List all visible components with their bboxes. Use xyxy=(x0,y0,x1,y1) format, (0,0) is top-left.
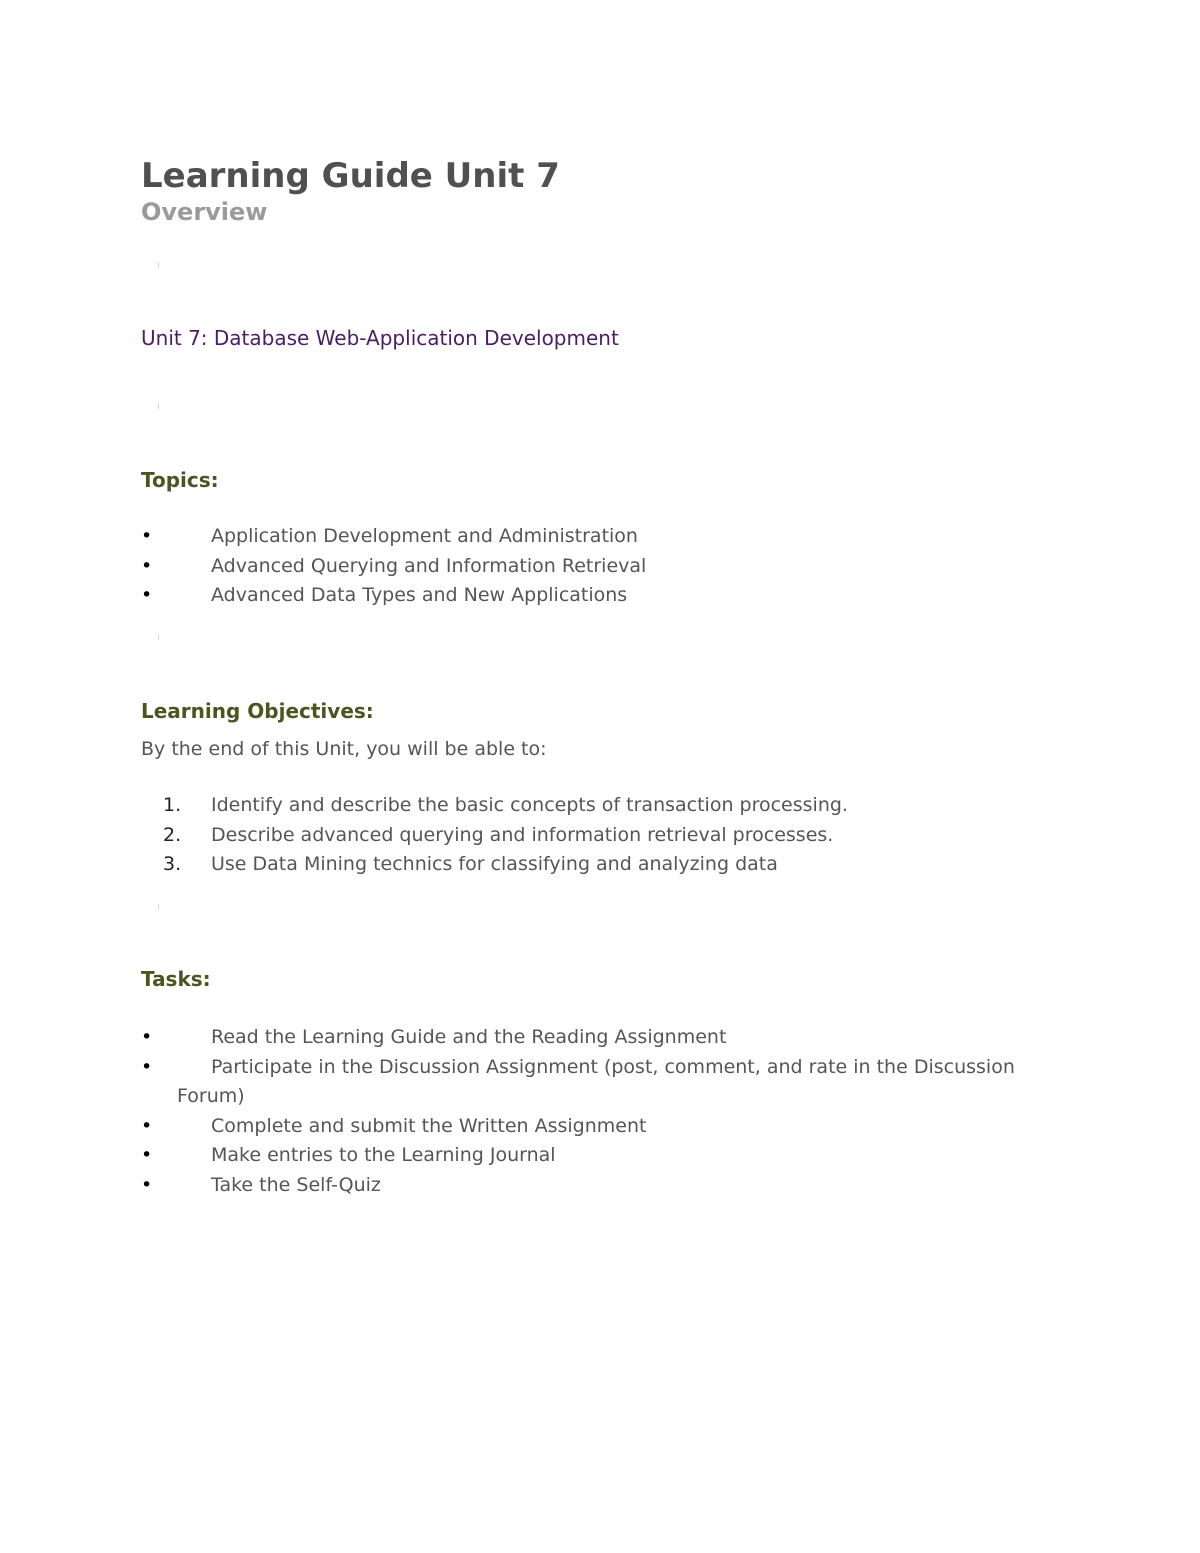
list-number: 1. xyxy=(163,794,182,816)
topic-text: Advanced Data Types and New Applications xyxy=(211,584,628,606)
bullet-icon: • xyxy=(141,1173,153,1196)
task-text: Read the Learning Guide and the Reading Assignment xyxy=(211,1026,727,1048)
task-text: Participate in the Discussion Assignment (post, comment, and rate in the Discussion Forum) xyxy=(177,1055,1015,1107)
list-item xyxy=(141,1141,1061,1171)
tasks-list xyxy=(141,1023,1061,1200)
bullet-icon: • xyxy=(141,1114,153,1137)
list-number: 3. xyxy=(163,853,182,875)
topics-heading: Topics: xyxy=(141,468,219,492)
task-text: Take the Self-Quiz xyxy=(211,1173,381,1196)
list-item xyxy=(141,791,1061,821)
task-text: Make entries to the Learning Journal xyxy=(211,1144,556,1166)
bullet-icon: • xyxy=(141,525,153,547)
bullet-icon: • xyxy=(141,1026,153,1048)
objectives-heading: Learning Objectives: xyxy=(141,699,374,723)
list-item xyxy=(141,1112,1061,1142)
objectives-list xyxy=(141,791,1061,880)
list-item xyxy=(141,552,1061,582)
list-item xyxy=(141,821,1061,851)
list-item xyxy=(141,850,1061,880)
tasks-heading: Tasks: xyxy=(141,967,211,991)
paragraph-marker xyxy=(158,904,159,910)
list-item xyxy=(141,522,1061,552)
objective-text: Use Data Mining technics for classifying and analyzing data xyxy=(211,853,778,875)
paragraph-marker xyxy=(158,262,159,268)
objectives-intro: By the end of this Unit, you will be able to: xyxy=(141,738,547,760)
task-text: Complete and submit the Written Assignment xyxy=(211,1114,647,1137)
page-subtitle: Overview xyxy=(141,198,268,226)
bullet-icon: • xyxy=(141,584,153,606)
list-item xyxy=(141,581,1061,611)
bullet-icon: • xyxy=(141,1144,153,1166)
list-number: 2. xyxy=(163,823,182,846)
objective-text: Describe advanced querying and information retrieval processes. xyxy=(211,823,834,846)
bullet-icon: • xyxy=(141,1055,153,1078)
bullet-icon: • xyxy=(141,554,153,577)
page-title: Learning Guide Unit 7 xyxy=(141,156,560,196)
topic-text: Advanced Querying and Information Retrieval xyxy=(211,554,647,577)
objective-text: Identify and describe the basic concepts of transaction processing. xyxy=(211,794,848,816)
list-item xyxy=(141,1171,1061,1201)
list-item xyxy=(141,1053,1057,1112)
topic-text: Application Development and Administration xyxy=(211,525,638,547)
paragraph-marker xyxy=(158,634,159,640)
paragraph-marker xyxy=(158,403,159,409)
list-item xyxy=(141,1023,1061,1053)
topics-list xyxy=(141,522,1061,611)
unit-heading: Unit 7: Database Web-Application Development xyxy=(141,326,619,350)
